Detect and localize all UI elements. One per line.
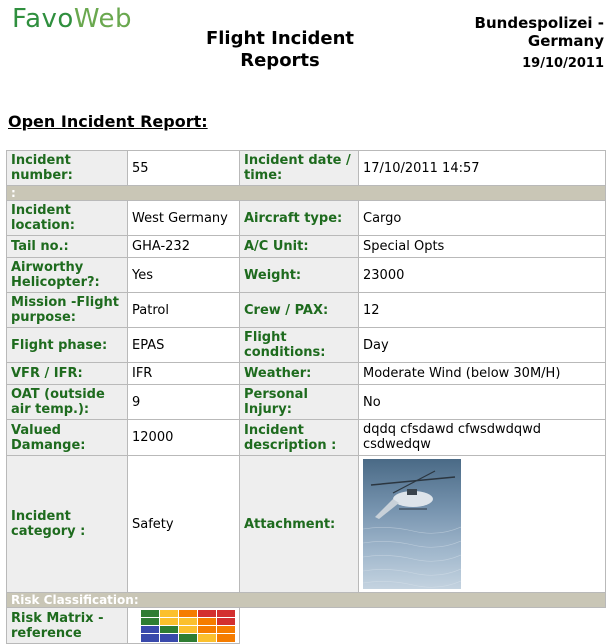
flight-conditions-label: Flight conditions:: [240, 328, 359, 363]
helicopter-illustration-icon: [363, 459, 461, 589]
risk-matrix-swatch: [198, 634, 216, 641]
risk-matrix-swatch: [160, 634, 178, 641]
table-row: [7, 608, 606, 644]
aircraft-type-value: Cargo: [359, 201, 606, 236]
risk-matrix-swatch: [198, 618, 216, 625]
attachment-cell: [359, 456, 606, 593]
incident-category-value: Safety: [128, 456, 240, 593]
risk-matrix-swatch: [160, 618, 178, 625]
risk-matrix-swatch: [217, 618, 235, 625]
risk-matrix-swatch: [217, 634, 235, 641]
ac-unit-label: A/C Unit:: [240, 236, 359, 258]
report-date: 19/10/2011: [522, 56, 604, 71]
oat-label: OAT (outside air temp.):: [7, 385, 128, 420]
risk-matrix-swatch: [217, 626, 235, 633]
risk-matrix-swatch: [160, 626, 178, 633]
vfr-ifr-value: IFR: [128, 363, 240, 385]
flight-phase-label: Flight phase:: [7, 328, 128, 363]
table-row: [7, 258, 606, 293]
risk-matrix-swatch: [141, 610, 159, 617]
section-title: Open Incident Report:: [8, 112, 208, 131]
crew-pax-label: Crew / PAX:: [240, 293, 359, 328]
oat-value: 9: [128, 385, 240, 420]
empty-cell: [359, 608, 606, 644]
risk-matrix-label: Risk Matrix - reference: [7, 608, 128, 644]
risk-matrix-cell: [128, 608, 240, 644]
crew-pax-value: 12: [359, 293, 606, 328]
logo-text-part2: o: [57, 4, 74, 34]
personal-injury-label: Personal Injury:: [240, 385, 359, 420]
risk-matrix-swatch: [179, 634, 197, 641]
table-row: [7, 201, 606, 236]
table-row: [7, 236, 606, 258]
incident-date-label: Incident date / time:: [240, 151, 359, 186]
flight-phase-value: EPAS: [128, 328, 240, 363]
incident-number-value: 55: [128, 151, 240, 186]
empty-cell: [240, 608, 359, 644]
logo-text-part1: Fav: [12, 4, 58, 34]
logo-text-part3: Web: [73, 4, 132, 34]
incident-description-label: Incident description :: [240, 420, 359, 456]
tail-no-label: Tail no.:: [7, 236, 128, 258]
weather-label: Weather:: [240, 363, 359, 385]
risk-matrix-swatch: [179, 626, 197, 633]
risk-matrix-swatch: [198, 610, 216, 617]
risk-matrix-swatch: [217, 610, 235, 617]
tail-no-value: GHA-232: [128, 236, 240, 258]
table-row: [7, 293, 606, 328]
weather-value: Moderate Wind (below 30M/H): [359, 363, 606, 385]
incident-number-label: Incident number:: [7, 151, 128, 186]
incident-report-table: [6, 150, 606, 644]
incident-location-value: West Germany: [128, 201, 240, 236]
risk-matrix-swatch: [179, 618, 197, 625]
valued-damage-label: Valued Damange:: [7, 420, 128, 456]
table-row: [7, 363, 606, 385]
risk-matrix-swatch: [160, 610, 178, 617]
table-row: [7, 151, 606, 186]
incident-category-label: Incident category :: [7, 456, 128, 593]
risk-classification-row: [7, 593, 606, 608]
risk-matrix-swatch: [141, 618, 159, 625]
risk-matrix-image-icon[interactable]: [141, 610, 235, 642]
favoweb-logo: [12, 4, 132, 34]
flight-conditions-value: Day: [359, 328, 606, 363]
risk-classification-heading: Risk Classification:: [7, 593, 606, 608]
page-title: Flight Incident Reports: [205, 28, 355, 71]
airworthy-label: Airworthy Helicopter?:: [7, 258, 128, 293]
separator-row: [7, 186, 606, 201]
risk-matrix-swatch: [141, 634, 159, 641]
valued-damage-value: 12000: [128, 420, 240, 456]
table-row: [7, 456, 606, 593]
risk-matrix-swatch: [141, 626, 159, 633]
mission-purpose-label: Mission -Flight purpose:: [7, 293, 128, 328]
separator-colon: :: [7, 186, 606, 201]
aircraft-type-label: Aircraft type:: [240, 201, 359, 236]
airworthy-value: Yes: [128, 258, 240, 293]
risk-matrix-swatch: [179, 610, 197, 617]
helicopter-photo-icon[interactable]: [363, 459, 461, 589]
risk-matrix-swatch: [198, 626, 216, 633]
weight-label: Weight:: [240, 258, 359, 293]
mission-purpose-value: Patrol: [128, 293, 240, 328]
incident-date-value: 17/10/2011 14:57: [359, 151, 606, 186]
ac-unit-value: Special Opts: [359, 236, 606, 258]
table-row: [7, 328, 606, 363]
table-row: [7, 385, 606, 420]
weight-value: 23000: [359, 258, 606, 293]
incident-description-value: dqdq cfsdawd cfwsdwdqwd csdwedqw: [359, 420, 606, 456]
organization-name: Bundespolizei - Germany: [474, 14, 604, 50]
personal-injury-value: No: [359, 385, 606, 420]
incident-location-label: Incident location:: [7, 201, 128, 236]
table-row: [7, 420, 606, 456]
vfr-ifr-label: VFR / IFR:: [7, 363, 128, 385]
attachment-label: Attachment:: [240, 456, 359, 593]
